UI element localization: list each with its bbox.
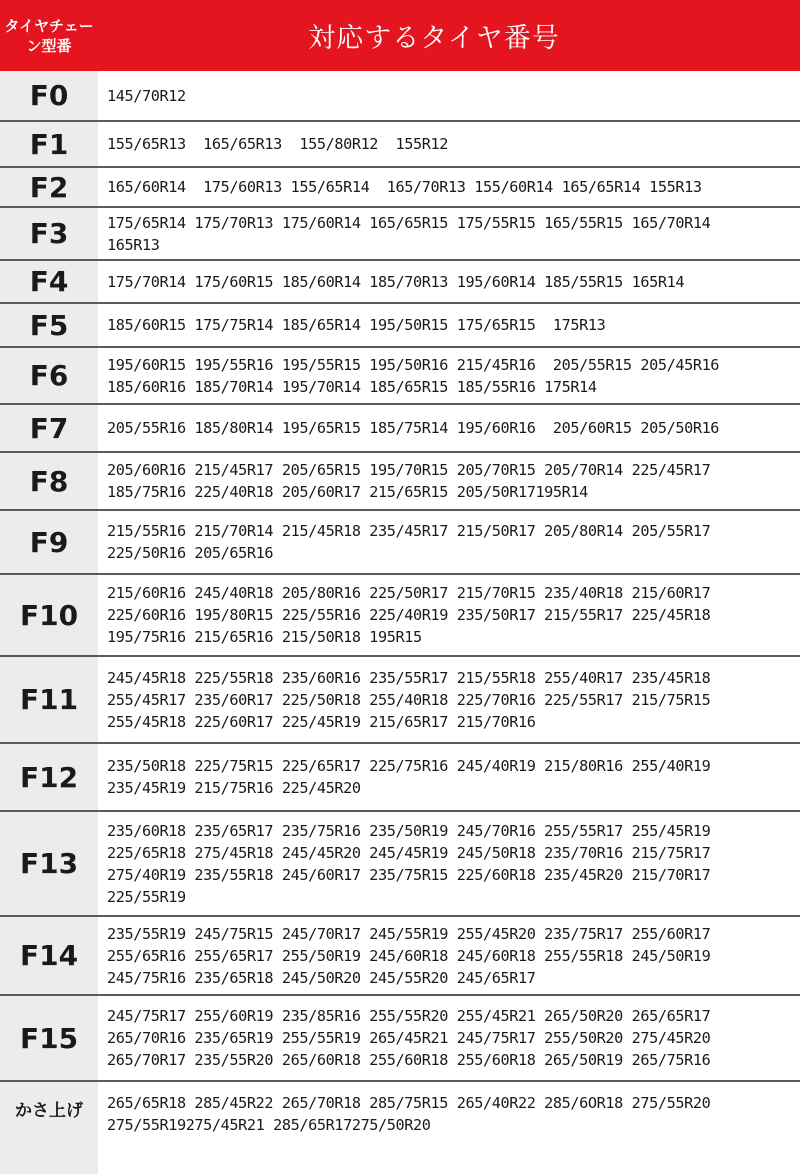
tire-size-line: 235/45R19 215/75R16 225/45R20 bbox=[107, 779, 361, 797]
tire-size-line: 165/60R14 175/60R13 155/65R14 165/70R13 155/60R14 165/65R14 155R13 bbox=[107, 178, 702, 196]
tire-size-line: 225/55R19 bbox=[107, 887, 186, 906]
tire-sizes bbox=[98, 168, 800, 206]
table-row-f6 bbox=[0, 348, 800, 405]
tire-size-line: 265/70R16 235/65R19 255/55R19 265/45R21 245/75R17 255/50R20 275/45R20 bbox=[107, 1029, 711, 1047]
table-row-f3 bbox=[0, 208, 800, 261]
tire-size-line: 205/55R16 185/80R14 195/65R15 185/75R14 195/60R16 205/60R15 205/50R16 bbox=[107, 419, 720, 437]
tire-size-line: 185/60R15 175/75R14 185/65R14 195/50R15 175/65R15 175R13 bbox=[107, 316, 606, 334]
tire-size-line: 225/65R18 275/45R18 245/45R20 245/45R19 245/50R18 235/70R16 215/75R17 bbox=[107, 843, 711, 862]
tire-sizes bbox=[98, 122, 800, 166]
tire-sizes bbox=[98, 1082, 800, 1174]
tire-sizes bbox=[98, 348, 800, 403]
chain-code: F10 bbox=[0, 575, 98, 655]
chain-code: F7 bbox=[0, 405, 98, 451]
tire-size-line: 225/60R16 195/80R15 225/55R16 225/40R19 235/50R17 215/55R17 225/45R18 bbox=[107, 606, 711, 624]
header-chain-model-label: タイヤチェーン型番 bbox=[4, 16, 94, 55]
chain-code: F0 bbox=[0, 71, 98, 120]
header-tire-size-label: 対応するタイヤ番号 bbox=[308, 23, 560, 54]
tire-sizes bbox=[98, 744, 800, 810]
tire-sizes bbox=[98, 261, 800, 302]
tire-size-line: 255/45R18 225/60R17 225/45R19 215/65R17 215/70R16 bbox=[107, 712, 536, 731]
chain-code: F8 bbox=[0, 453, 98, 509]
table-row-f4 bbox=[0, 261, 800, 304]
tire-size-line: 175/70R14 175/60R15 185/60R14 185/70R13 195/60R14 185/55R15 165R14 bbox=[107, 272, 685, 291]
table-row-f14 bbox=[0, 917, 800, 996]
chain-code: F9 bbox=[0, 511, 98, 573]
tire-size-line: 145/70R12 bbox=[107, 86, 186, 105]
table-row-f15 bbox=[0, 996, 800, 1082]
tire-size-line: 195/75R16 215/65R16 215/50R18 195R15 bbox=[107, 628, 422, 646]
tire-size-line: 245/45R18 225/55R18 235/60R16 235/55R17 215/55R18 255/40R17 235/45R18 bbox=[107, 668, 711, 687]
tire-sizes bbox=[98, 812, 800, 915]
tire-size-line: 265/70R17 235/55R20 265/60R18 255/60R18 255/60R18 265/50R19 265/75R16 bbox=[107, 1051, 711, 1069]
table-row-f5 bbox=[0, 304, 800, 348]
tire-sizes bbox=[98, 208, 800, 259]
chain-code: F12 bbox=[0, 744, 98, 810]
table-row-f10 bbox=[0, 575, 800, 657]
tire-size-line: 255/65R16 255/65R17 255/50R19 245/60R18 245/60R18 255/55R18 245/50R19 bbox=[107, 946, 711, 965]
tire-size-line: 215/60R16 245/40R18 205/80R16 225/50R17 215/70R15 235/40R18 215/60R17 bbox=[107, 584, 711, 602]
tire-size-line: 205/60R16 215/45R17 205/65R15 195/70R15 205/70R15 205/70R14 225/45R17 bbox=[107, 461, 711, 479]
tire-sizes bbox=[98, 71, 800, 120]
table-row-raised bbox=[0, 1082, 800, 1174]
tire-sizes bbox=[98, 996, 800, 1080]
tire-size-line: 235/60R18 235/65R17 235/75R16 235/50R19 245/70R16 255/55R17 255/45R19 bbox=[107, 821, 711, 840]
tire-size-line: 255/45R17 235/60R17 225/50R18 255/40R18 225/70R16 225/55R17 215/75R15 bbox=[107, 690, 711, 709]
tire-size-line: 265/65R18 285/45R22 265/70R18 285/75R15 265/40R22 285/6OR18 275/55R20 bbox=[107, 1094, 711, 1112]
tire-size-line: 165R13 bbox=[107, 235, 160, 254]
table-row-f13 bbox=[0, 812, 800, 917]
chain-code: F2 bbox=[0, 168, 98, 206]
header-chain-model-cell bbox=[0, 0, 98, 71]
chain-code: F5 bbox=[0, 304, 98, 346]
table-row-f0 bbox=[0, 71, 800, 122]
tire-size-line: 245/75R17 255/60R19 235/85R16 255/55R20 255/45R21 265/50R20 265/65R17 bbox=[107, 1007, 711, 1025]
chain-code: F3 bbox=[0, 208, 98, 259]
tire-size-line: 235/55R19 245/75R15 245/70R17 245/55R19 255/45R20 235/75R17 255/60R17 bbox=[107, 924, 711, 943]
tire-size-line: 185/75R16 225/40R18 205/60R17 215/65R15 205/50R17195R14 bbox=[107, 483, 588, 501]
chain-code: F11 bbox=[0, 657, 98, 742]
tire-sizes bbox=[98, 453, 800, 509]
table-row-f7 bbox=[0, 405, 800, 453]
tire-sizes bbox=[98, 657, 800, 742]
tire-size-line: 275/55R19275/45R21 285/65R17275/50R20 bbox=[107, 1116, 431, 1134]
chain-code: F4 bbox=[0, 261, 98, 302]
tire-sizes bbox=[98, 575, 800, 655]
chain-code: F1 bbox=[0, 122, 98, 166]
table-row-f1 bbox=[0, 122, 800, 168]
table-row-f11 bbox=[0, 657, 800, 744]
chain-code: かさ上げ bbox=[0, 1082, 98, 1174]
tire-size-line: 235/50R18 225/75R15 225/65R17 225/75R16 245/40R19 215/80R16 255/40R19 bbox=[107, 757, 711, 775]
tire-sizes bbox=[98, 917, 800, 994]
tire-size-line: 155/65R13 165/65R13 155/80R12 155R12 bbox=[107, 135, 449, 153]
tire-sizes bbox=[98, 511, 800, 573]
table-row-f12 bbox=[0, 744, 800, 812]
tire-size-line: 175/65R14 175/70R13 175/60R14 165/65R15 175/55R15 165/55R15 165/70R14 bbox=[107, 213, 711, 232]
chain-code: F14 bbox=[0, 917, 98, 994]
table-header bbox=[0, 0, 800, 71]
tire-size-line: 275/40R19 235/55R18 245/60R17 235/75R15 225/60R18 235/45R20 215/70R17 bbox=[107, 865, 711, 884]
tire-size-line: 185/60R16 185/70R14 195/70R14 185/65R15 185/55R16 175R14 bbox=[107, 377, 597, 396]
table-row-f8 bbox=[0, 453, 800, 511]
chain-code: F13 bbox=[0, 812, 98, 915]
tire-size-line: 225/50R16 205/65R16 bbox=[107, 544, 274, 562]
table-row-f2 bbox=[0, 168, 800, 208]
table-row-f9 bbox=[0, 511, 800, 575]
chain-code: F6 bbox=[0, 348, 98, 403]
tire-size-line: 245/75R16 235/65R18 245/50R20 245/55R20 245/65R17 bbox=[107, 968, 536, 987]
chain-code: F15 bbox=[0, 996, 98, 1080]
tire-sizes bbox=[98, 304, 800, 346]
tire-sizes bbox=[98, 405, 800, 451]
tire-size-line: 215/55R16 215/70R14 215/45R18 235/45R17 215/50R17 205/80R14 205/55R17 bbox=[107, 522, 711, 540]
tire-size-line: 195/60R15 195/55R16 195/55R15 195/50R16 215/45R16 205/55R15 205/45R16 bbox=[107, 355, 720, 374]
